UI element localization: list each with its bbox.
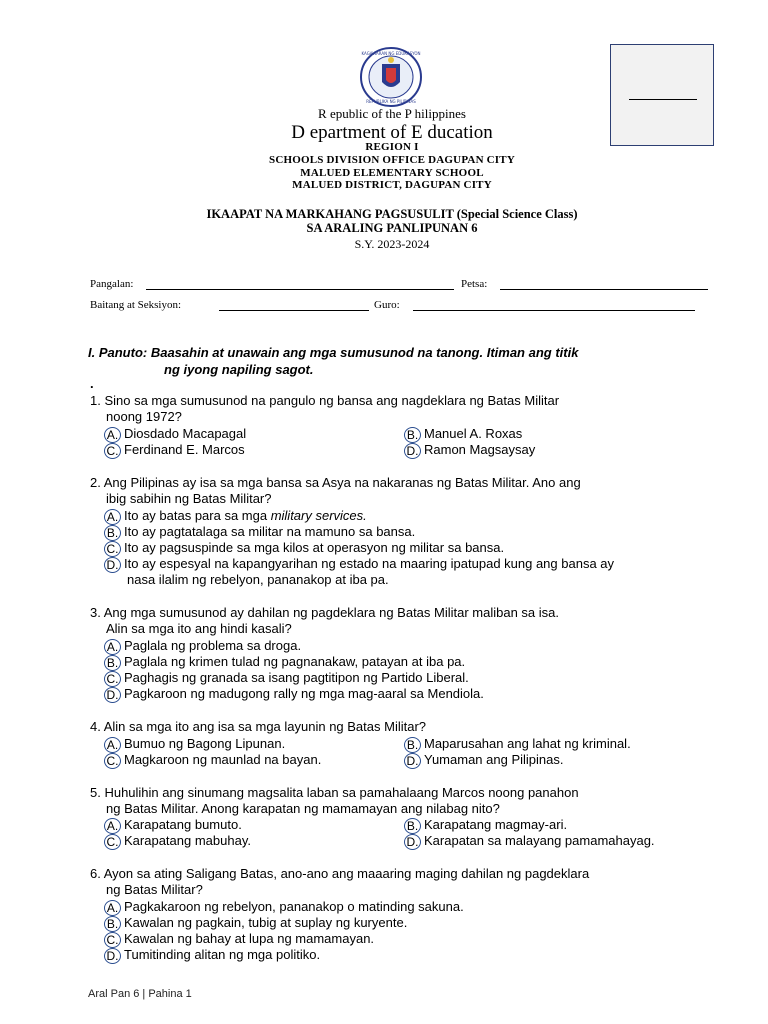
option-text: Ferdinand E. Marcos — [124, 442, 245, 457]
option-text: Magkaroon ng maunlad na bayan. — [124, 752, 322, 767]
option-letter: A. — [104, 509, 121, 525]
name-label: Pangalan: — [90, 278, 134, 290]
instructions-line-1: I. Panuto: Baasahin at unawain ang mga sumusunod na tanong. Itiman ang titik — [88, 345, 579, 360]
question-5-line-2: ng Batas Militar. Anong karapatan ng mamamayan ang nilabag nito? — [106, 801, 500, 816]
option-text: Yumaman ang Pilipinas. — [424, 752, 564, 767]
q3-option-a[interactable] — [104, 638, 301, 655]
q1-option-a[interactable] — [104, 426, 246, 443]
q6-option-a[interactable] — [104, 899, 464, 916]
school-line: MALUED ELEMENTARY SCHOOL — [300, 167, 484, 179]
q4-option-b[interactable] — [404, 736, 631, 753]
q5-option-b[interactable] — [404, 817, 567, 834]
q2-option-d-continuation: nasa ilalim ng rebelyon, pananakop at iba pa. — [127, 572, 389, 587]
grade-section-label: Baitang at Seksiyon: — [90, 299, 182, 311]
option-letter: B. — [404, 818, 421, 834]
option-text: Karapatan sa malayang pamamahayag. — [424, 833, 655, 848]
seal-bottom-text: REPUBLIKA NG PILIPINAS — [366, 99, 416, 104]
option-letter: B. — [404, 737, 421, 753]
q5-option-a[interactable] — [104, 817, 242, 834]
option-letter: D. — [404, 443, 421, 459]
option-letter: C. — [104, 671, 121, 687]
option-letter: C. — [104, 753, 121, 769]
option-letter: D. — [104, 948, 121, 964]
option-text: Paglala ng problema sa droga. — [124, 638, 302, 653]
option-text: Maparusahan ang lahat ng kriminal. — [424, 736, 631, 751]
q2-option-a[interactable] — [104, 508, 367, 525]
region-line: REGION I — [365, 141, 419, 153]
question-4-line-1: 4. Alin sa mga ito ang isa sa mga layunin ng Batas Militar? — [90, 719, 427, 734]
option-text: Karapatang magmay-ari. — [424, 817, 568, 832]
option-text: Ito ay pagtatalaga sa militar na mamuno sa bansa. — [124, 524, 416, 539]
option-text: Tumitinding alitan ng mga politiko. — [124, 947, 321, 962]
option-text: Manuel A. Roxas — [424, 426, 523, 441]
option-text: Pagkakaroon ng rebelyon, pananakop o matinding sakuna. — [124, 899, 464, 914]
name-field[interactable] — [146, 289, 454, 290]
q1-option-b[interactable] — [404, 426, 522, 443]
q4-option-d[interactable] — [404, 752, 563, 769]
stray-dot: . — [90, 376, 94, 391]
option-text: Paglala ng krimen tulad ng pagnanakaw, patayan at iba pa. — [124, 654, 466, 669]
exam-subject: SA ARALING PANLIPUNAN 6 — [306, 221, 478, 235]
option-text: Kawalan ng pagkain, tubig at suplay ng kuryente. — [124, 915, 408, 930]
score-line — [629, 99, 697, 100]
option-text: Ito ay espesyal na kapangyarihan ng estado na maaring ipatupad kung ang bansa ay — [124, 556, 615, 571]
q6-option-d[interactable] — [104, 947, 320, 964]
option-letter: A. — [104, 900, 121, 916]
option-letter: C. — [104, 834, 121, 850]
option-letter: B. — [104, 525, 121, 541]
q2-option-b[interactable] — [104, 524, 415, 541]
teacher-label: Guro: — [374, 299, 400, 311]
option-text: Ramon Magsaysay — [424, 442, 536, 457]
q6-option-b[interactable] — [104, 915, 407, 932]
option-letter: C. — [104, 932, 121, 948]
q1-option-d[interactable] — [404, 442, 535, 459]
option-letter: A. — [104, 639, 121, 655]
option-text: Kawalan ng bahay at lupa ng mamamayan. — [124, 931, 375, 946]
option-letter: A. — [104, 737, 121, 753]
option-letter: C. — [104, 541, 121, 557]
deped-seal-logo — [352, 46, 430, 108]
option-text-italic: military services. — [270, 508, 367, 523]
q4-option-c[interactable] — [104, 752, 321, 769]
question-6-line-1: 6. Ayon sa ating Saligang Batas, ano-ano ang maaaring maging dahilan ng pagdeklara — [90, 866, 590, 881]
option-text: Karapatang bumuto. — [124, 817, 242, 832]
department-title: D epartment of E ducation — [291, 122, 493, 143]
option-letter: A. — [104, 818, 121, 834]
question-1-line-2: noong 1972? — [106, 409, 182, 424]
option-text: Paghagis ng granada sa isang pagtitipon ng Partido Liberal. — [124, 670, 469, 685]
division-line: SCHOOLS DIVISION OFFICE DAGUPAN CITY — [269, 154, 515, 166]
republic-line: R epublic of the P hilippines — [318, 106, 466, 121]
option-letter: D. — [404, 834, 421, 850]
seal-top-text: KAGAWARAN NG EDUKASYON — [361, 51, 421, 56]
q4-option-a[interactable] — [104, 736, 285, 753]
question-2-line-2: ibig sabihin ng Batas Militar? — [106, 491, 272, 506]
option-letter: B. — [104, 916, 121, 932]
teacher-field[interactable] — [413, 310, 695, 311]
question-3-line-1: 3. Ang mga sumusunod ay dahilan ng pagdeklara ng Batas Militar maliban sa isa. — [90, 605, 560, 620]
q5-option-c[interactable] — [104, 833, 251, 850]
page-footer: Aral Pan 6 | Pahina 1 — [88, 988, 192, 1000]
q3-option-b[interactable] — [104, 654, 465, 671]
q6-option-c[interactable] — [104, 931, 374, 948]
date-field[interactable] — [500, 289, 708, 290]
date-label: Petsa: — [461, 278, 488, 290]
option-text: Ito ay pagsuspinde sa mga kilos at operasyon ng militar sa bansa. — [124, 540, 505, 555]
option-letter: D. — [104, 687, 121, 703]
question-1-line-1: 1. Sino sa mga sumusunod na pangulo ng bansa ang nagdeklara ng Batas Militar — [90, 393, 560, 408]
option-text: Karapatang mabuhay. — [124, 833, 251, 848]
option-text: Pagkaroon ng madugong rally ng mga mag-aaral sa Mendiola. — [124, 686, 484, 701]
q3-option-c[interactable] — [104, 670, 469, 687]
instructions-line-2: ng iyong napiling sagot. — [164, 362, 314, 377]
q3-option-d[interactable] — [104, 686, 484, 703]
school-year: S.Y. 2023-2024 — [354, 237, 430, 251]
instructions — [88, 344, 578, 378]
question-5-line-1: 5. Huhulihin ang sinumang magsalita laban sa pamahalaang Marcos noong panahon — [90, 785, 579, 800]
exam-title: IKAAPAT NA MARKAHANG PAGSUSULIT (Special Science Class) — [206, 207, 578, 221]
grade-section-field[interactable] — [219, 310, 369, 311]
question-2-line-1: 2. Ang Pilipinas ay isa sa mga bansa sa Asya na nakaranas ng Batas Militar. Ano ang — [90, 475, 581, 490]
option-letter: D. — [404, 753, 421, 769]
option-letter: B. — [404, 427, 421, 443]
question-3-line-2: Alin sa mga ito ang hindi kasali? — [106, 621, 292, 636]
district-line: MALUED DISTRICT, DAGUPAN CITY — [292, 179, 492, 191]
option-letter: C. — [104, 443, 121, 459]
option-letter: A. — [104, 427, 121, 443]
q2-option-d[interactable] — [104, 556, 614, 573]
q2-option-c[interactable] — [104, 540, 504, 557]
option-text: Diosdado Macapagal — [124, 426, 247, 441]
option-letter: B. — [104, 655, 121, 671]
option-text: Ito ay batas para sa mga — [124, 508, 271, 523]
q5-option-d[interactable] — [404, 833, 655, 850]
option-letter: D. — [104, 557, 121, 573]
q1-option-c[interactable] — [104, 442, 245, 459]
option-text: Bumuo ng Bagong Lipunan. — [124, 736, 286, 751]
question-6-line-2: ng Batas Militar? — [106, 882, 203, 897]
